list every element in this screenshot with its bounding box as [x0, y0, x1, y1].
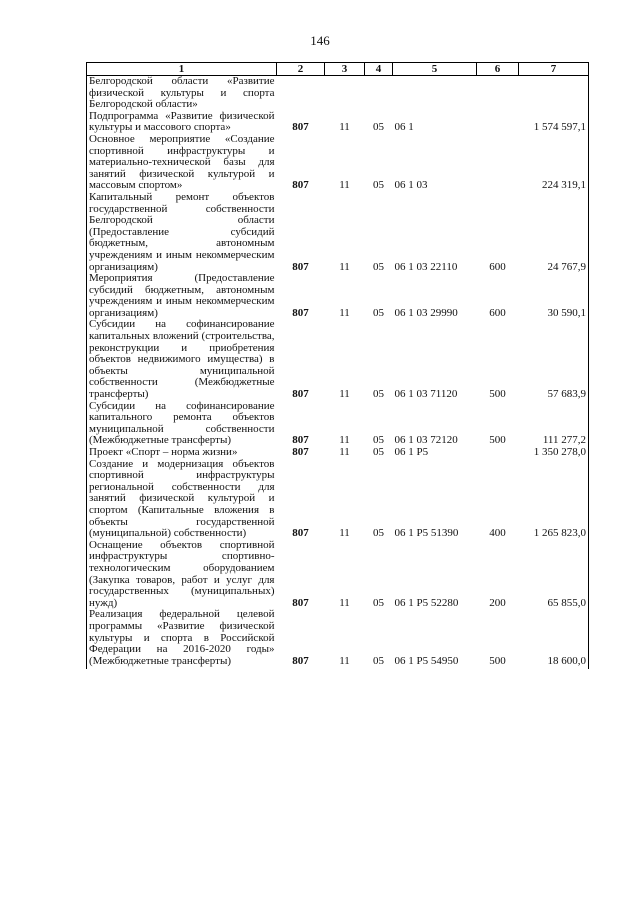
amount-value: 65 855,0 — [519, 540, 589, 610]
row-description: Реализация федеральной целевой программы «Развитие физической культуры и спорта в Российской Федерации на 2016-2020 годы» (Межбюджетные трансферты) — [87, 609, 277, 669]
row-description: Оснащение объектов спортивной инфраструктуры спортивно-технологическим оборудованием (Закупка товаров, работ и услуг для государственных (муниципальных) нужд) — [87, 540, 277, 610]
section-code: 11 — [339, 596, 350, 609]
expense-type-code: 500 — [489, 434, 506, 447]
amount-value: 1 265 823,0 — [519, 459, 589, 540]
row-description: Капитальный ремонт объектов государственной собственности Белгородской области (Предоставление субсидий бюджетным, автономным учреждениям и иным некоммерческим организациям) — [87, 192, 277, 273]
subsection-code: 05 — [373, 434, 384, 447]
section-code: 11 — [339, 306, 350, 319]
table-header-row — [87, 63, 589, 76]
expense-type-code — [477, 111, 519, 134]
row-description: Основное мероприятие «Создание спортивной инфраструктуры и материально-технической базы для занятий физической культурой и массовым спортом» — [87, 134, 277, 192]
expense-type-code: 400 — [489, 527, 506, 540]
target-article-code: 06 1 03 — [394, 179, 428, 192]
amount-value: 18 600,0 — [519, 609, 589, 669]
section-code: 11 — [339, 527, 350, 540]
subsection-code: 05 — [373, 121, 384, 134]
subsection-code: 05 — [373, 446, 384, 458]
expense-type-code — [477, 447, 519, 459]
section-code: 11 — [339, 434, 350, 447]
row-description: Субсидии на софинансирование капитальных вложений (строительства, реконструкции и приобретения объектов недвижимого имущества) в объекты муниципальной собственности (Межбюджетные трансферты) — [87, 319, 277, 400]
subsection-code: 05 — [373, 654, 384, 667]
subsection-code: 05 — [373, 596, 384, 609]
ministry-code: 807 — [292, 260, 309, 273]
target-article-code: 06 1 03 22110 — [394, 260, 458, 273]
target-article-code: 06 1 P5 52280 — [394, 596, 459, 609]
row-description: Подпрограмма «Развитие физической культуры и массового спорта» — [87, 111, 277, 134]
table-row — [87, 540, 589, 610]
section-code: 11 — [339, 121, 350, 134]
row-description: Мероприятия (Предоставление субсидий бюджетным, автономным учреждениям и иным некоммерческим организациям) — [87, 273, 277, 319]
ministry-code: 807 — [292, 388, 309, 401]
subsection-code: 05 — [373, 527, 384, 540]
target-article-code: 06 1 — [394, 121, 414, 134]
ministry-code: 807 — [292, 121, 309, 134]
subsection-code — [365, 76, 393, 111]
amount-value: 224 319,1 — [519, 134, 589, 192]
amount-value: 1 350 278,0 — [519, 447, 589, 459]
expense-type-code: 500 — [489, 388, 506, 401]
target-article-code: 06 1 P5 54950 — [394, 654, 459, 667]
amount-value: 111 277,2 — [519, 401, 589, 447]
target-article-code: 06 1 P5 — [394, 446, 429, 458]
table-row — [87, 459, 589, 540]
section-code: 11 — [339, 446, 350, 458]
column-header: 3 — [325, 63, 365, 76]
column-header: 7 — [519, 63, 589, 76]
target-article-code: 06 1 03 29990 — [394, 306, 458, 319]
ministry-code: 807 — [292, 596, 309, 609]
target-article-code: 06 1 P5 51390 — [394, 527, 459, 540]
section-code: 11 — [339, 388, 350, 401]
expense-type-code: 500 — [489, 654, 506, 667]
column-header: 6 — [477, 63, 519, 76]
expense-type-code — [477, 76, 519, 111]
expense-type-code — [477, 134, 519, 192]
table-row — [87, 134, 589, 192]
ministry-code: 807 — [292, 654, 309, 667]
table-row — [87, 273, 589, 319]
subsection-code: 05 — [373, 179, 384, 192]
column-header: 4 — [365, 63, 393, 76]
budget-table — [86, 62, 589, 669]
table-row — [87, 319, 589, 400]
row-description: Белгородской области «Развитие физической культуры и спорта Белгородской области» — [87, 76, 277, 111]
column-header: 5 — [393, 63, 477, 76]
expense-type-code: 600 — [489, 260, 506, 273]
table-row — [87, 401, 589, 447]
ministry-code: 807 — [292, 446, 309, 458]
target-article-code: 06 1 03 71120 — [394, 388, 458, 401]
subsection-code: 05 — [373, 260, 384, 273]
amount-value: 1 574 597,1 — [519, 111, 589, 134]
subsection-code: 05 — [373, 306, 384, 319]
section-code: 11 — [339, 260, 350, 273]
subsection-code: 05 — [373, 388, 384, 401]
amount-value: 24 767,9 — [519, 192, 589, 273]
row-description: Субсидии на софинансирование капитального ремонта объектов муниципальной собственности (Межбюджетные трансферты) — [87, 401, 277, 447]
page-number: 146 — [310, 33, 330, 48]
table-row — [87, 111, 589, 134]
row-description: Создание и модернизация объектов спортивной инфраструктуры региональной собственности для занятий физической культурой и спортом (Капитальные вложения в объекты государственной (муниципальной) собственности) — [87, 459, 277, 540]
row-description: Проект «Спорт – норма жизни» — [87, 447, 277, 459]
ministry-code: 807 — [292, 434, 309, 447]
column-header: 1 — [87, 63, 277, 76]
section-code: 11 — [339, 654, 350, 667]
amount-value — [519, 76, 589, 111]
ministry-code — [277, 76, 325, 111]
section-code — [325, 76, 365, 111]
amount-value: 57 683,9 — [519, 319, 589, 400]
section-code: 11 — [339, 179, 350, 192]
table-row — [87, 192, 589, 273]
target-article-code: 06 1 03 72120 — [394, 434, 458, 447]
ministry-code: 807 — [292, 527, 309, 540]
table-row — [87, 609, 589, 669]
table-row — [87, 76, 589, 111]
expense-type-code: 200 — [489, 596, 506, 609]
target-article-code — [393, 76, 477, 111]
expense-type-code: 600 — [489, 306, 506, 319]
amount-value: 30 590,1 — [519, 273, 589, 319]
table-row — [87, 447, 589, 459]
ministry-code: 807 — [292, 179, 309, 192]
column-header: 2 — [277, 63, 325, 76]
ministry-code: 807 — [292, 306, 309, 319]
